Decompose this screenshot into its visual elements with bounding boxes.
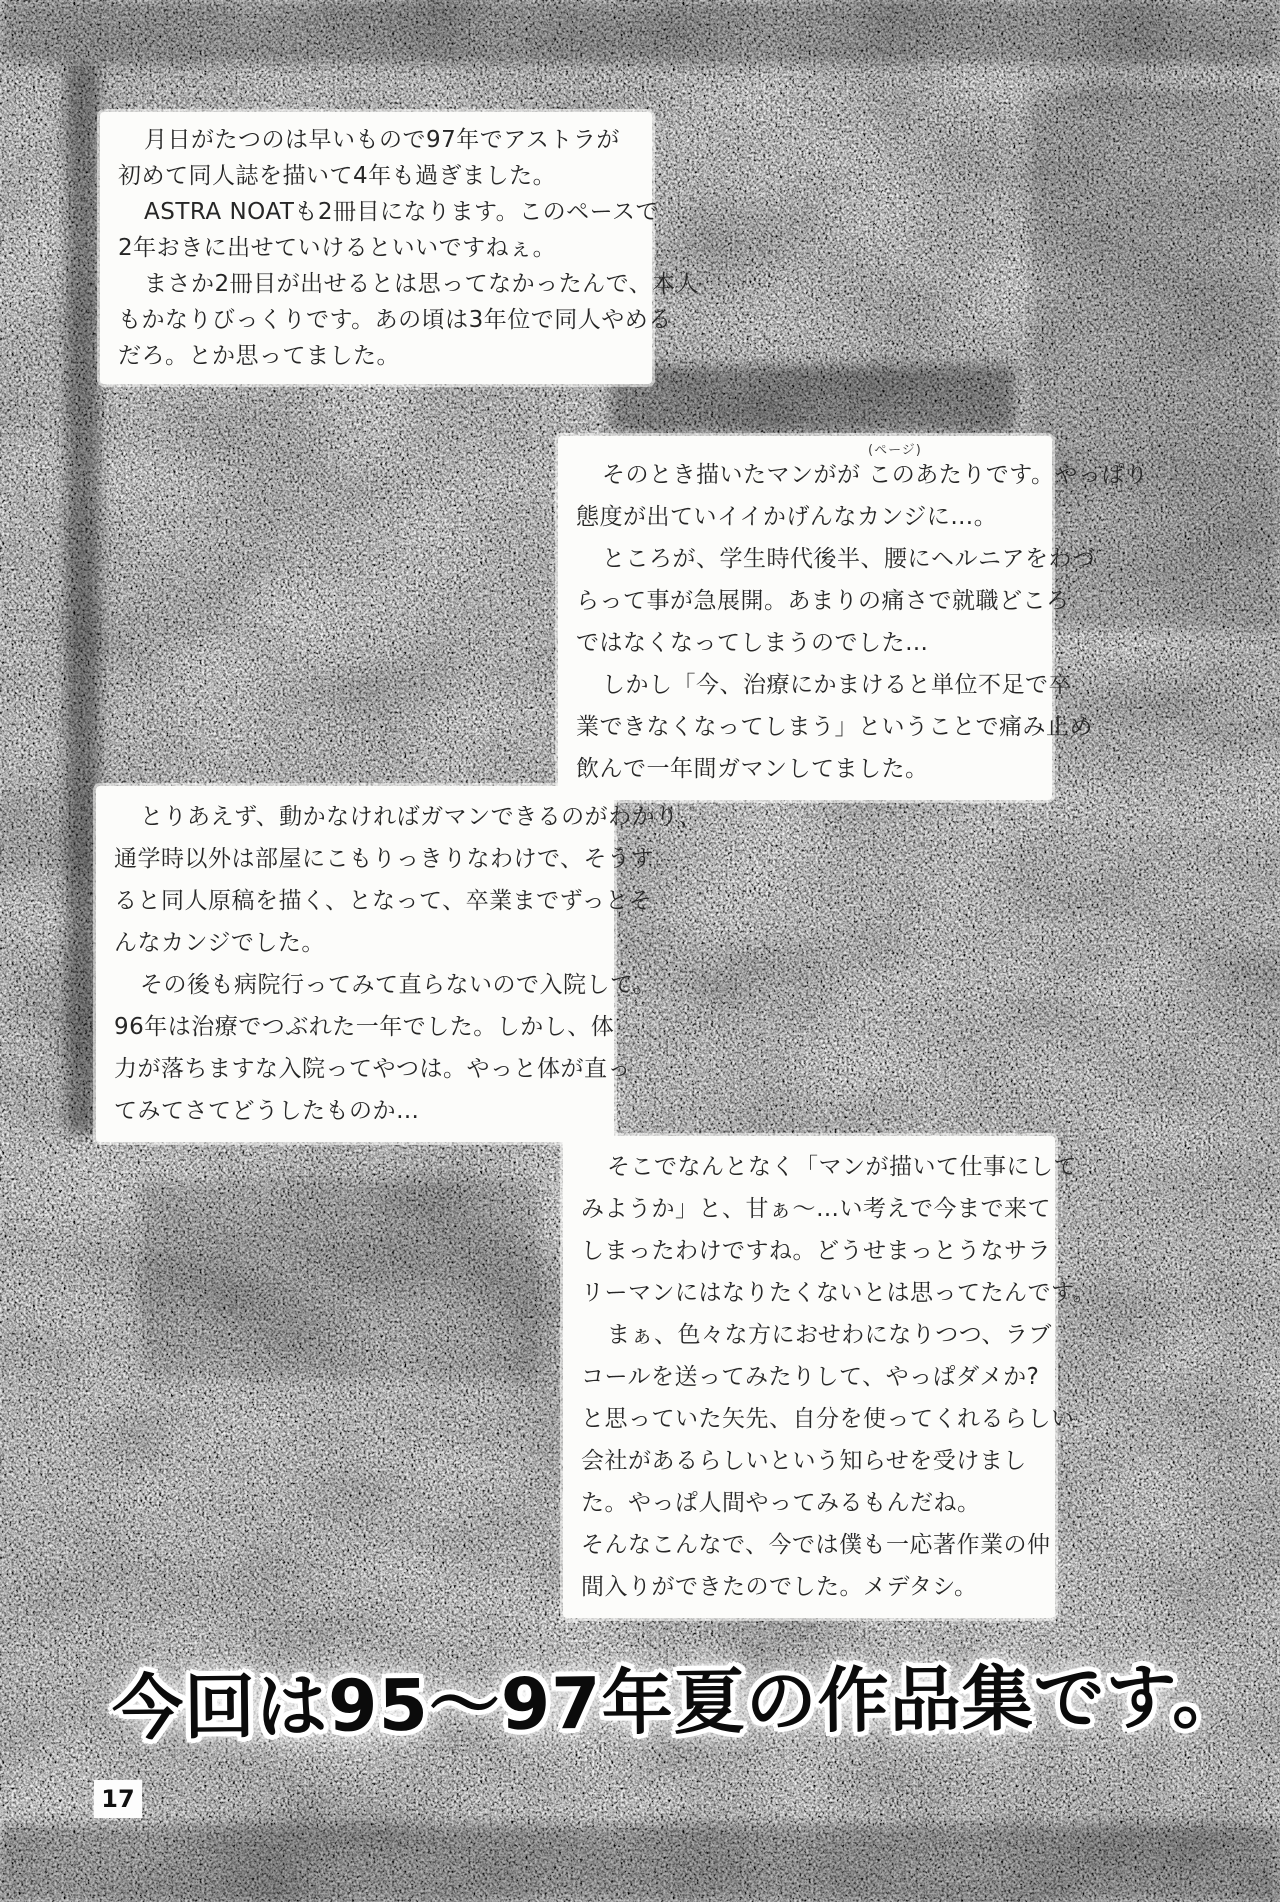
texture-dark-patch — [66, 64, 100, 1134]
afterword-paragraph-4 — [563, 1136, 1097, 1618]
handwritten-line: しまったわけですね。どうせまっとうなサラ — [581, 1238, 1051, 1264]
handwritten-line: てみてさてどうしたものか… — [114, 1098, 420, 1124]
handwritten-line: 会社があるらしいという知らせを受けまし — [581, 1448, 1027, 1474]
handwritten-line: 初めて同人誌を描いて4年も過ぎました。 — [118, 163, 557, 189]
handwritten-line: コールを送ってみたりして、やっぱダメか? — [581, 1364, 1040, 1390]
page-number: 17 — [94, 1780, 142, 1818]
handwritten-line: ると同人原稿を描く、となって、卒業までずっとそ — [114, 888, 653, 914]
handwritten-line: そのとき描いたマンがが このあたりです。やっぱり — [602, 462, 1149, 488]
texture-dark-patch — [0, 0, 1280, 64]
handwritten-line: その後も病院行ってみて直らないので入院して。 — [140, 972, 657, 998]
afterword-paragraph-1 — [100, 112, 700, 384]
bottom-title: 今回は95〜97年夏の作品集です。 — [111, 1655, 1245, 1750]
handwritten-line: もかなりびっくりです。あの頃は3年位で同人やめる — [118, 307, 672, 333]
handwritten-line: と思っていた矢先、自分を使ってくれるらしい — [581, 1406, 1075, 1432]
afterword-paragraph-2 — [558, 436, 1149, 800]
handwritten-line: ではなくなってしまうのでした… — [576, 630, 929, 656]
handwritten-line: らって事が急展開。あまりの痛さで就職どころ — [576, 588, 1070, 614]
texture-dark-patch — [0, 1824, 1280, 1902]
handwritten-line: まさか2冊目が出せるとは思ってなかったんで、本人 — [144, 271, 700, 297]
handwritten-line: リーマンにはなりたくないとは思ってたんです。 — [581, 1280, 1097, 1306]
handwritten-line: 通学時以外は部屋にこもりっきりなわけで、そうす — [114, 846, 655, 872]
handwritten-line: た。やっぱ人間やってみるもんだね。 — [581, 1490, 981, 1516]
handwritten-line: 力が落ちますな入院ってやつは。やっと体が直っ — [114, 1056, 631, 1082]
furigana-annotation: (ページ) — [868, 443, 922, 458]
handwritten-line: 月日がたつのは早いもので97年でアストラが — [144, 127, 620, 153]
handwritten-line: そんなこんなで、今では僕も一応著作業の仲 — [581, 1532, 1051, 1558]
handwritten-line: 態度が出ていイイかげんなカンジに…。 — [576, 504, 998, 530]
handwritten-line: 2年おきに出せていけるといいですねぇ。 — [118, 235, 557, 261]
handwritten-line: まぁ、色々な方におせわになりつつ、ラブ — [607, 1322, 1052, 1348]
handwritten-line: ASTRA NOATも2冊目になります。このペースで — [144, 199, 660, 225]
handwritten-line: そこでなんとなく「マンが描いて仕事にして — [607, 1154, 1077, 1180]
handwritten-line: 96年は治療でつぶれた一年でした。しかし、体 — [114, 1014, 615, 1040]
handwritten-line: ところが、学生時代後半、腰にヘルニアをわづ — [602, 546, 1096, 572]
handwritten-line: しかし「今、治療にかまけると単位不足で卒 — [602, 672, 1072, 698]
handwritten-line: みようか」と、甘ぁ〜…い考えで今まで来て — [581, 1196, 1051, 1222]
handwritten-line: 業できなくなってしまう」ということで痛み止め — [576, 714, 1093, 740]
handwritten-line: 間入りができたのでした。メデタシ。 — [581, 1574, 978, 1600]
handwritten-line: 飲んで一年間ガマンしてました。 — [576, 756, 929, 782]
handwritten-line: とりあえず、動かなければガマンできるのがわかり、 — [140, 804, 703, 830]
handwritten-line: だろ。とか思ってました。 — [118, 343, 400, 369]
texture-dark-patch — [610, 366, 1016, 432]
handwritten-line: んなカンジでした。 — [114, 930, 325, 956]
texture-dark-patch — [140, 1180, 540, 1380]
afterword-paragraph-3 — [96, 786, 703, 1142]
